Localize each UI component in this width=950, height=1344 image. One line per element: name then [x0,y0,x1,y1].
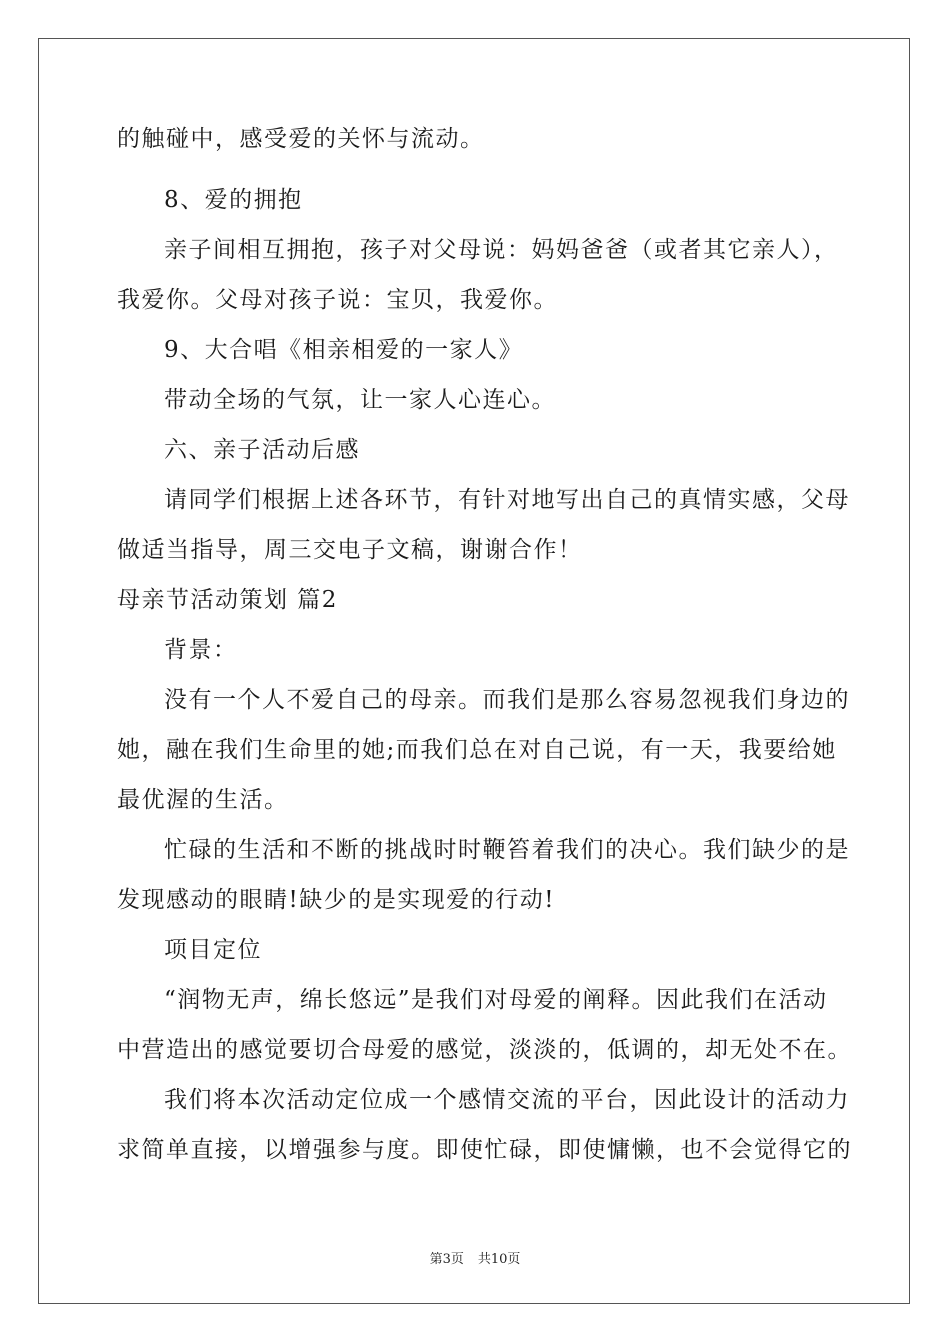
paragraph-line: 的触碰中，感受爱的关怀与流动。 [117,126,485,152]
section-heading: 9、大合唱《相亲相爱的一家人》 [164,337,524,363]
paragraph-line: 她，融在我们生命里的她;而我们总在对自己说，有一天，我要给她 [117,737,837,763]
section-heading: 8、爱的拥抱 [164,187,303,213]
paragraph-line: 请同学们根据上述各环节，有针对地写出自己的真情实感，父母 [164,487,850,513]
paragraph-line: 求简单直接，以增强参与度。即使忙碌，即使慵懒，也不会觉得它的 [117,1137,852,1163]
paragraph-line: “润物无声，绵长悠远”是我们对母爱的阐释。因此我们在活动 [164,987,828,1013]
paragraph-line: 发现感动的眼睛!缺少的是实现爱的行动! [117,887,555,913]
paragraph-line: 忙碌的生活和不断的挑战时时鞭笞着我们的决心。我们缺少的是 [164,837,850,863]
section-heading: 项目定位 [164,937,262,963]
article-title: 母亲节活动策划 篇2 [117,587,338,613]
paragraph-line: 我爱你。父母对孩子说：宝贝，我爱你。 [117,287,558,313]
paragraph-line: 亲子间相互拥抱，孩子对父母说：妈妈爸爸（或者其它亲人）， [164,237,839,263]
paragraph-line: 我们将本次活动定位成一个感情交流的平台，因此设计的活动力 [164,1087,850,1113]
paragraph-line: 带动全场的气氛，让一家人心连心。 [164,387,556,413]
section-heading: 背景： [164,637,238,663]
paragraph-line: 没有一个人不爱自己的母亲。而我们是那么容易忽视我们身边的 [164,687,850,713]
section-heading: 六、亲子活动后感 [164,437,360,463]
paragraph-line: 中营造出的感觉要切合母爱的感觉，淡淡的，低调的，却无处不在。 [117,1037,852,1063]
paragraph-line: 做适当指导，周三交电子文稿，谢谢合作！ [117,537,583,563]
page-footer [0,1248,950,1267]
paragraph-line: 最优渥的生活。 [117,787,289,813]
page-total: 共10页 [477,1252,521,1267]
page-number: 第3页 [429,1252,464,1267]
